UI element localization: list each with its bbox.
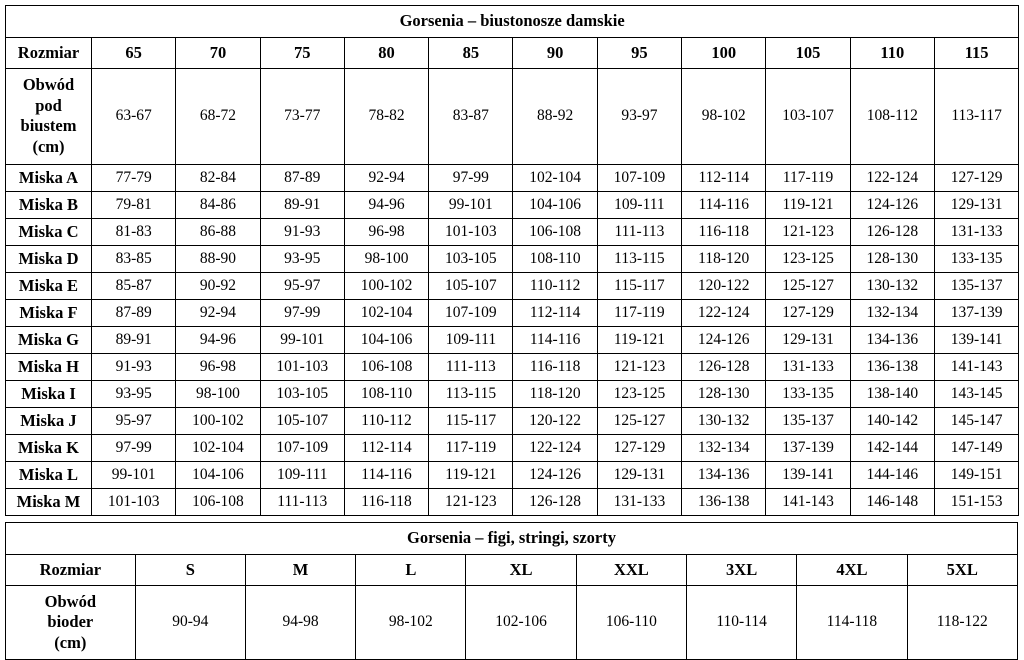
hip-value: 94-98 xyxy=(245,585,355,660)
cup-value: 92-94 xyxy=(176,299,260,326)
cup-value: 121-123 xyxy=(429,488,513,515)
underbust-value: 98-102 xyxy=(682,69,766,165)
cup-value: 144-146 xyxy=(850,461,934,488)
cup-value: 99-101 xyxy=(429,191,513,218)
underbust-value: 103-107 xyxy=(766,69,850,165)
table-row xyxy=(6,461,1019,488)
cup-value: 129-131 xyxy=(766,326,850,353)
cup-value: 101-103 xyxy=(260,353,344,380)
cup-value: 89-91 xyxy=(260,191,344,218)
bras-size-80: 80 xyxy=(344,38,428,69)
cup-value: 81-83 xyxy=(92,218,176,245)
cup-value: 130-132 xyxy=(682,407,766,434)
cup-value: 116-118 xyxy=(513,353,597,380)
panties-size-m: M xyxy=(245,554,355,585)
panties-size-xl: XL xyxy=(466,554,576,585)
underbust-value: 78-82 xyxy=(344,69,428,165)
cup-value: 87-89 xyxy=(260,164,344,191)
bras-underbust-row xyxy=(6,69,1019,165)
hip-value: 98-102 xyxy=(356,585,466,660)
cup-value: 98-100 xyxy=(344,245,428,272)
cup-value: 141-143 xyxy=(934,353,1018,380)
cup-value: 116-118 xyxy=(682,218,766,245)
cup-value: 145-147 xyxy=(934,407,1018,434)
cup-value: 112-114 xyxy=(344,434,428,461)
cup-value: 102-104 xyxy=(513,164,597,191)
panties-title-row xyxy=(6,522,1018,554)
panties-size-table xyxy=(5,522,1018,660)
cup-value: 111-113 xyxy=(260,488,344,515)
cup-value: 113-115 xyxy=(429,380,513,407)
cup-value: 129-131 xyxy=(934,191,1018,218)
cup-value: 133-135 xyxy=(766,380,850,407)
cup-value: 106-108 xyxy=(513,218,597,245)
cup-value: 91-93 xyxy=(260,218,344,245)
cup-value: 107-109 xyxy=(260,434,344,461)
cup-label: Miska G xyxy=(6,326,92,353)
cup-value: 110-112 xyxy=(344,407,428,434)
cup-label: Miska L xyxy=(6,461,92,488)
cup-value: 94-96 xyxy=(176,326,260,353)
cup-value: 119-121 xyxy=(766,191,850,218)
cup-value: 121-123 xyxy=(766,218,850,245)
cup-label: Miska B xyxy=(6,191,92,218)
cup-value: 151-153 xyxy=(934,488,1018,515)
cup-value: 136-138 xyxy=(850,353,934,380)
cup-value: 79-81 xyxy=(92,191,176,218)
cup-value: 101-103 xyxy=(92,488,176,515)
bras-size-115: 115 xyxy=(934,38,1018,69)
hip-value: 110-114 xyxy=(687,585,797,660)
cup-value: 103-105 xyxy=(260,380,344,407)
cup-label: Miska M xyxy=(6,488,92,515)
cup-value: 143-145 xyxy=(934,380,1018,407)
panties-table-title: Gorsenia – figi, stringi, szorty xyxy=(6,522,1018,554)
cup-value: 135-137 xyxy=(766,407,850,434)
hip-value: 102-106 xyxy=(466,585,576,660)
bras-size-105: 105 xyxy=(766,38,850,69)
cup-value: 126-128 xyxy=(682,353,766,380)
cup-value: 124-126 xyxy=(513,461,597,488)
cup-value: 102-104 xyxy=(176,434,260,461)
cup-value: 97-99 xyxy=(429,164,513,191)
underbust-label xyxy=(6,69,92,165)
cup-value: 97-99 xyxy=(92,434,176,461)
bras-size-95: 95 xyxy=(597,38,681,69)
underbust-value: 83-87 xyxy=(429,69,513,165)
cup-value: 114-116 xyxy=(513,326,597,353)
cup-value: 104-106 xyxy=(344,326,428,353)
cup-value: 119-121 xyxy=(429,461,513,488)
cup-value: 105-107 xyxy=(260,407,344,434)
cup-value: 127-129 xyxy=(766,299,850,326)
cup-value: 141-143 xyxy=(766,488,850,515)
panties-size-label: Rozmiar xyxy=(6,554,136,585)
cup-value: 100-102 xyxy=(176,407,260,434)
underbust-label-line-1: Obwód xyxy=(23,75,74,94)
underbust-value: 73-77 xyxy=(260,69,344,165)
cup-value: 124-126 xyxy=(682,326,766,353)
panties-size-5xl: 5XL xyxy=(907,554,1017,585)
cup-value: 98-100 xyxy=(176,380,260,407)
bras-size-90: 90 xyxy=(513,38,597,69)
cup-value: 124-126 xyxy=(850,191,934,218)
cup-value: 100-102 xyxy=(344,272,428,299)
bras-size-75: 75 xyxy=(260,38,344,69)
underbust-value: 113-117 xyxy=(934,69,1018,165)
cup-value: 93-95 xyxy=(92,380,176,407)
cup-value: 92-94 xyxy=(344,164,428,191)
cup-value: 107-109 xyxy=(597,164,681,191)
panties-hip-row xyxy=(6,585,1018,660)
table-row xyxy=(6,164,1019,191)
cup-value: 135-137 xyxy=(934,272,1018,299)
cup-value: 131-133 xyxy=(766,353,850,380)
cup-value: 95-97 xyxy=(92,407,176,434)
cup-value: 112-114 xyxy=(682,164,766,191)
cup-value: 120-122 xyxy=(682,272,766,299)
cup-value: 104-106 xyxy=(513,191,597,218)
underbust-value: 93-97 xyxy=(597,69,681,165)
cup-value: 130-132 xyxy=(850,272,934,299)
cup-value: 85-87 xyxy=(92,272,176,299)
cup-value: 139-141 xyxy=(766,461,850,488)
cup-value: 115-117 xyxy=(597,272,681,299)
cup-value: 114-116 xyxy=(344,461,428,488)
cup-value: 106-108 xyxy=(344,353,428,380)
cup-value: 128-130 xyxy=(682,380,766,407)
table-row xyxy=(6,299,1019,326)
hip-label-line-3: (cm) xyxy=(54,633,86,652)
cup-value: 131-133 xyxy=(934,218,1018,245)
cup-label: Miska A xyxy=(6,164,92,191)
cup-value: 136-138 xyxy=(682,488,766,515)
panties-header-row xyxy=(6,554,1018,585)
cup-value: 132-134 xyxy=(850,299,934,326)
cup-value: 128-130 xyxy=(850,245,934,272)
cup-value: 118-120 xyxy=(513,380,597,407)
cup-value: 113-115 xyxy=(597,245,681,272)
cup-value: 99-101 xyxy=(260,326,344,353)
cup-label: Miska F xyxy=(6,299,92,326)
bras-size-label: Rozmiar xyxy=(6,38,92,69)
cup-value: 109-111 xyxy=(260,461,344,488)
cup-value: 111-113 xyxy=(597,218,681,245)
hip-label-line-2: bioder xyxy=(47,612,93,631)
table-row xyxy=(6,245,1019,272)
size-chart-page xyxy=(0,5,1024,650)
table-row xyxy=(6,272,1019,299)
underbust-value: 88-92 xyxy=(513,69,597,165)
cup-value: 125-127 xyxy=(766,272,850,299)
cup-value: 117-119 xyxy=(429,434,513,461)
cup-value: 123-125 xyxy=(766,245,850,272)
cup-value: 120-122 xyxy=(513,407,597,434)
cup-value: 114-116 xyxy=(682,191,766,218)
hip-value: 90-94 xyxy=(135,585,245,660)
table-row xyxy=(6,353,1019,380)
cup-label: Miska D xyxy=(6,245,92,272)
cup-value: 108-110 xyxy=(344,380,428,407)
cup-label: Miska C xyxy=(6,218,92,245)
bras-size-65: 65 xyxy=(92,38,176,69)
panties-size-4xl: 4XL xyxy=(797,554,907,585)
table-row xyxy=(6,218,1019,245)
cup-value: 87-89 xyxy=(92,299,176,326)
cup-value: 127-129 xyxy=(597,434,681,461)
underbust-label-line-2: pod xyxy=(35,96,62,115)
cup-value: 101-103 xyxy=(429,218,513,245)
underbust-value: 108-112 xyxy=(850,69,934,165)
cup-value: 97-99 xyxy=(260,299,344,326)
table-row xyxy=(6,191,1019,218)
table-row xyxy=(6,326,1019,353)
cup-value: 90-92 xyxy=(176,272,260,299)
cup-value: 103-105 xyxy=(429,245,513,272)
cup-value: 99-101 xyxy=(92,461,176,488)
cup-value: 139-141 xyxy=(934,326,1018,353)
cup-value: 129-131 xyxy=(597,461,681,488)
bras-size-110: 110 xyxy=(850,38,934,69)
cup-value: 134-136 xyxy=(682,461,766,488)
cup-label: Miska H xyxy=(6,353,92,380)
cup-value: 104-106 xyxy=(176,461,260,488)
cup-value: 112-114 xyxy=(513,299,597,326)
cup-value: 134-136 xyxy=(850,326,934,353)
cup-value: 122-124 xyxy=(513,434,597,461)
panties-size-l: L xyxy=(356,554,466,585)
cup-value: 117-119 xyxy=(766,164,850,191)
cup-value: 105-107 xyxy=(429,272,513,299)
cup-value: 117-119 xyxy=(597,299,681,326)
bras-size-70: 70 xyxy=(176,38,260,69)
cup-value: 96-98 xyxy=(344,218,428,245)
hip-label xyxy=(6,585,136,660)
cup-value: 111-113 xyxy=(429,353,513,380)
cup-value: 119-121 xyxy=(597,326,681,353)
cup-value: 109-111 xyxy=(597,191,681,218)
cup-value: 93-95 xyxy=(260,245,344,272)
cup-value: 133-135 xyxy=(934,245,1018,272)
cup-value: 118-120 xyxy=(682,245,766,272)
cup-label: Miska J xyxy=(6,407,92,434)
cup-value: 89-91 xyxy=(92,326,176,353)
panties-size-s: S xyxy=(135,554,245,585)
table-row xyxy=(6,380,1019,407)
cup-value: 108-110 xyxy=(513,245,597,272)
table-row xyxy=(6,434,1019,461)
cup-value: 146-148 xyxy=(850,488,934,515)
underbust-label-line-3: biustem xyxy=(21,116,77,135)
cup-value: 149-151 xyxy=(934,461,1018,488)
cup-value: 86-88 xyxy=(176,218,260,245)
cup-value: 140-142 xyxy=(850,407,934,434)
cup-value: 91-93 xyxy=(92,353,176,380)
cup-label: Miska E xyxy=(6,272,92,299)
underbust-label-line-4: (cm) xyxy=(32,137,64,156)
underbust-value: 68-72 xyxy=(176,69,260,165)
cup-value: 107-109 xyxy=(429,299,513,326)
cup-value: 122-124 xyxy=(850,164,934,191)
panties-size-3xl: 3XL xyxy=(687,554,797,585)
cup-value: 122-124 xyxy=(682,299,766,326)
hip-value: 106-110 xyxy=(576,585,686,660)
bras-header-row xyxy=(6,38,1019,69)
cup-value: 88-90 xyxy=(176,245,260,272)
cup-value: 126-128 xyxy=(513,488,597,515)
cup-value: 83-85 xyxy=(92,245,176,272)
cup-value: 110-112 xyxy=(513,272,597,299)
cup-value: 147-149 xyxy=(934,434,1018,461)
bras-table-title: Gorsenia – biustonosze damskie xyxy=(6,6,1019,38)
hip-value: 118-122 xyxy=(907,585,1017,660)
cup-value: 137-139 xyxy=(934,299,1018,326)
table-row xyxy=(6,407,1019,434)
cup-value: 125-127 xyxy=(597,407,681,434)
bras-size-100: 100 xyxy=(682,38,766,69)
cup-value: 115-117 xyxy=(429,407,513,434)
underbust-value: 63-67 xyxy=(92,69,176,165)
cup-value: 142-144 xyxy=(850,434,934,461)
cup-value: 126-128 xyxy=(850,218,934,245)
cup-value: 84-86 xyxy=(176,191,260,218)
cup-value: 127-129 xyxy=(934,164,1018,191)
cup-value: 102-104 xyxy=(344,299,428,326)
bras-title-row xyxy=(6,6,1019,38)
cup-value: 82-84 xyxy=(176,164,260,191)
cup-value: 94-96 xyxy=(344,191,428,218)
cup-value: 116-118 xyxy=(344,488,428,515)
cup-value: 131-133 xyxy=(597,488,681,515)
table-row xyxy=(6,488,1019,515)
hip-value: 114-118 xyxy=(797,585,907,660)
cup-value: 137-139 xyxy=(766,434,850,461)
cup-value: 96-98 xyxy=(176,353,260,380)
hip-label-line-1: Obwód xyxy=(45,592,96,611)
cup-value: 132-134 xyxy=(682,434,766,461)
cup-value: 138-140 xyxy=(850,380,934,407)
cup-value: 95-97 xyxy=(260,272,344,299)
cup-label: Miska I xyxy=(6,380,92,407)
bras-size-table xyxy=(5,5,1019,516)
cup-value: 77-79 xyxy=(92,164,176,191)
panties-size-xxl: XXL xyxy=(576,554,686,585)
cup-value: 123-125 xyxy=(597,380,681,407)
bras-size-85: 85 xyxy=(429,38,513,69)
cup-value: 106-108 xyxy=(176,488,260,515)
cup-label: Miska K xyxy=(6,434,92,461)
cup-value: 121-123 xyxy=(597,353,681,380)
cup-value: 109-111 xyxy=(429,326,513,353)
